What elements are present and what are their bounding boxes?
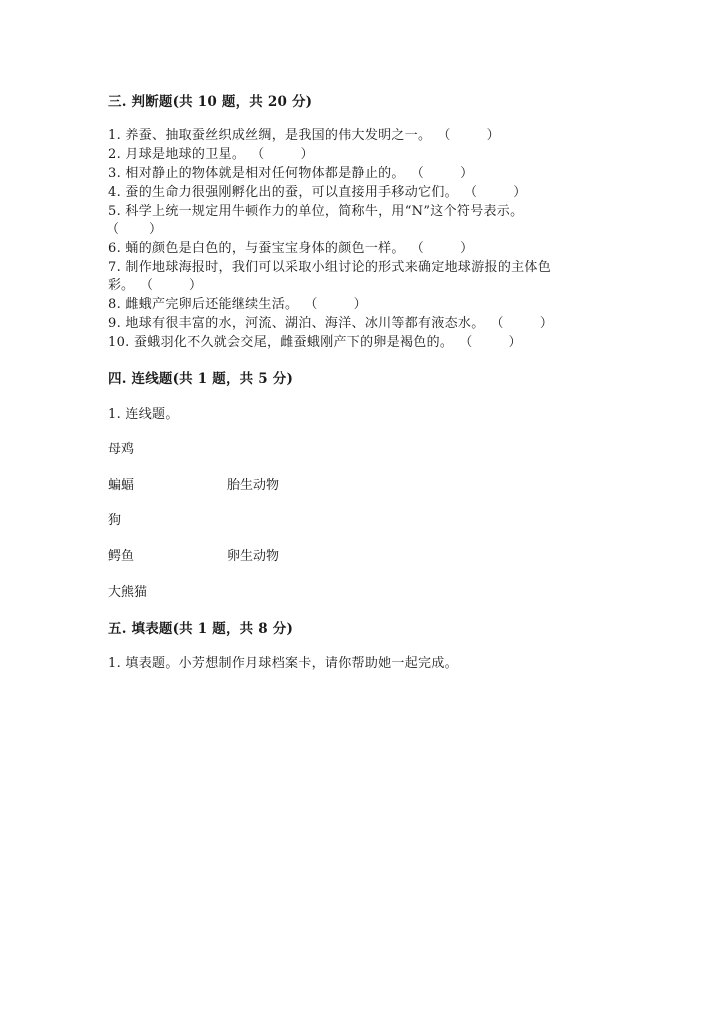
judgment-item-text: 3. 相对静止的物体就是相对任何物体都是静止的。 [108, 166, 405, 181]
answer-blank[interactable]: （ ） [459, 335, 522, 350]
judgment-item-text: 2. 月球是地球的卫星。 [108, 147, 246, 162]
section-title-matching: 四. 连线题(共 1 题，共 5 分) [108, 371, 294, 387]
judgment-item-text: 10. 蚕蛾羽化不久就会交尾，雌蚕蛾刚产下的卵是褐色的。 [108, 335, 454, 350]
section-title-table: 五. 填表题(共 1 题，共 8 分) [108, 621, 294, 637]
table-question: 1. 填表题。小芳想制作月球档案卡，请你帮助她一起完成。 [108, 656, 458, 671]
answer-blank[interactable]: （ ） [106, 222, 163, 237]
answer-blank[interactable]: （ ） [251, 147, 314, 162]
judgment-item-text: 5. 科学上统一规定用牛顿作力的单位，简称牛，用“N”这个符号表示。 [108, 204, 524, 219]
matching-left-item[interactable]: 鳄鱼 [108, 549, 135, 564]
matching-left-item[interactable]: 狗 [108, 513, 122, 528]
judgment-item-5 [108, 200, 523, 219]
judgment-item-6 [108, 237, 473, 256]
judgment-item-7-cont: 彩。 （ ） [108, 274, 202, 293]
judgment-item-text: 6. 蛹的颜色是白色的，与蚕宝宝身体的颜色一样。 [108, 241, 405, 256]
judgment-item-1 [108, 124, 500, 143]
answer-blank[interactable]: （ ） [410, 241, 474, 256]
answer-blank[interactable]: （ ） [410, 166, 474, 181]
judgment-item-7 [108, 256, 551, 275]
matching-question: 1. 连线题。 [108, 407, 179, 422]
matching-left-item[interactable]: 大熊猫 [108, 585, 148, 600]
judgment-item-text: 1. 养蚕、抽取蚕丝织成丝绸，是我国的伟大发明之一。 [108, 128, 432, 143]
judgment-item-3 [108, 162, 473, 181]
answer-blank[interactable]: （ ） [140, 278, 203, 293]
answer-blank[interactable]: （ ） [463, 185, 527, 200]
answer-blank[interactable]: （ ） [304, 297, 367, 312]
matching-right-item[interactable]: 卵生动物 [227, 549, 280, 564]
judgment-item-text: 7. 制作地球海报时，我们可以采取小组讨论的形式来确定地球游报的主体色 [108, 260, 552, 275]
judgment-item-text: 8. 雌蛾产完卵后还能继续生活。 [108, 297, 299, 312]
judgment-item-8 [108, 293, 367, 312]
matching-left-item[interactable]: 母鸡 [108, 442, 135, 457]
judgment-item-2 [108, 143, 314, 162]
judgment-item-4 [108, 181, 527, 200]
judgment-item-10 [108, 331, 522, 350]
judgment-item-text: 4. 蚕的生命力很强刚孵化出的蚕，可以直接用手移动它们。 [108, 185, 458, 200]
answer-blank[interactable]: （ ） [437, 128, 500, 143]
judgment-item-9 [108, 312, 553, 331]
matching-right-item[interactable]: 胎生动物 [227, 478, 280, 493]
judgment-item-text: 9. 地球有很丰富的水，河流、湖泊、海洋、冰川等都有液态水。 [108, 316, 485, 331]
answer-blank[interactable]: （ ） [490, 316, 554, 331]
matching-left-item[interactable]: 蝙蝠 [108, 478, 135, 493]
section-title-judgment: 三. 判断题(共 10 题，共 20 分) [108, 94, 313, 110]
